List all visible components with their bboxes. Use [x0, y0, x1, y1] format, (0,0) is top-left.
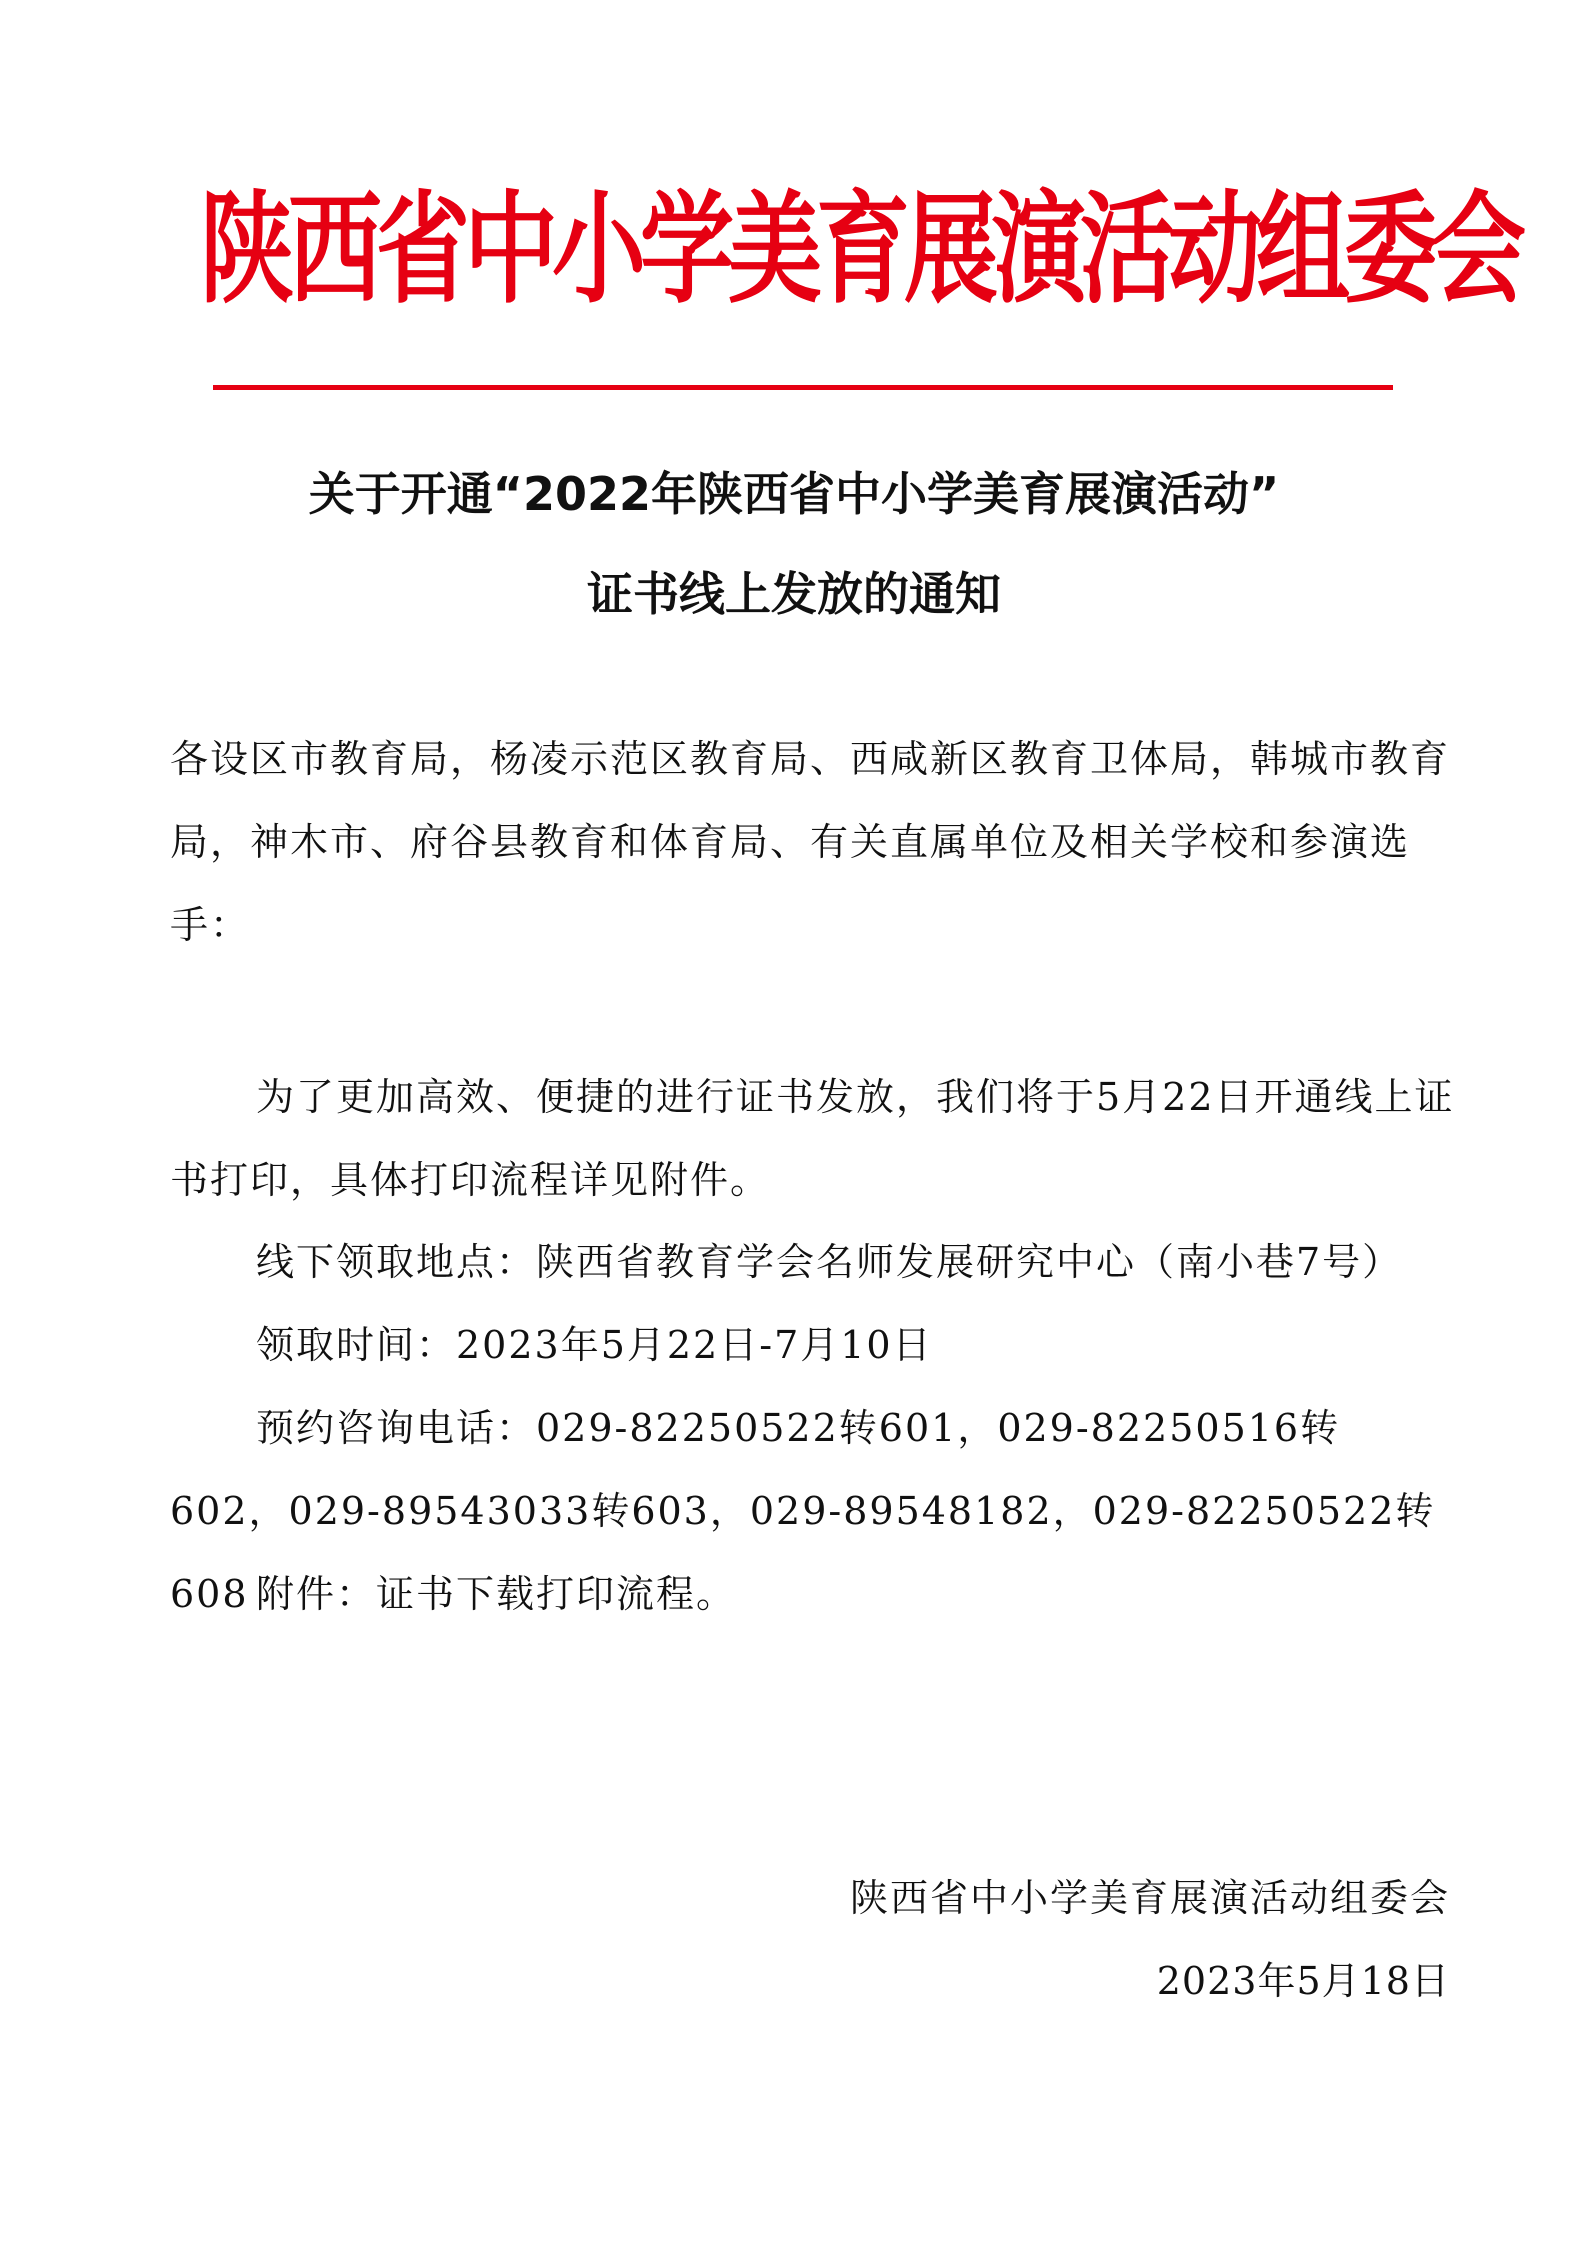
organization-letterhead: 陕西省中小学美育展演活动组委会 [200, 179, 1521, 321]
attachment-note: 附件：证书下载打印流程。 [256, 1572, 737, 1616]
signature-organization: 陕西省中小学美育展演活动组委会 [849, 1876, 1450, 1920]
notice-title-line-2: 证书线上发放的通知 [587, 567, 1001, 621]
signature-date: 2023年5月18日 [1156, 1959, 1450, 2003]
consultation-phone: 预约咨询电话：029-82250522转601，029-82250516转602，029-89543033转603，029-89548182，029-82250522转608 [170, 1406, 1436, 1616]
letterhead-red-rule [213, 385, 1393, 390]
pickup-time: 领取时间：2023年5月22日-7月10日 [256, 1323, 933, 1367]
issuance-paragraph: 为了更加高效、便捷的进行证书发放，我们将于5月22日开通线上证书打印，具体打印流程详见附件。 [170, 1075, 1455, 1202]
notice-title-line-1: 关于开通“2022年陕西省中小学美育展演活动” [308, 467, 1280, 521]
pickup-location: 线下领取地点：陕西省教育学会名师发展研究中心（南小巷7号） [256, 1240, 1403, 1284]
salutation-paragraph: 各设区市教育局，杨凌示范区教育局、西咸新区教育卫体局，韩城市教育局，神木市、府谷县教育和体育局、有关直属单位及相关学校和参演选手： [170, 737, 1451, 947]
